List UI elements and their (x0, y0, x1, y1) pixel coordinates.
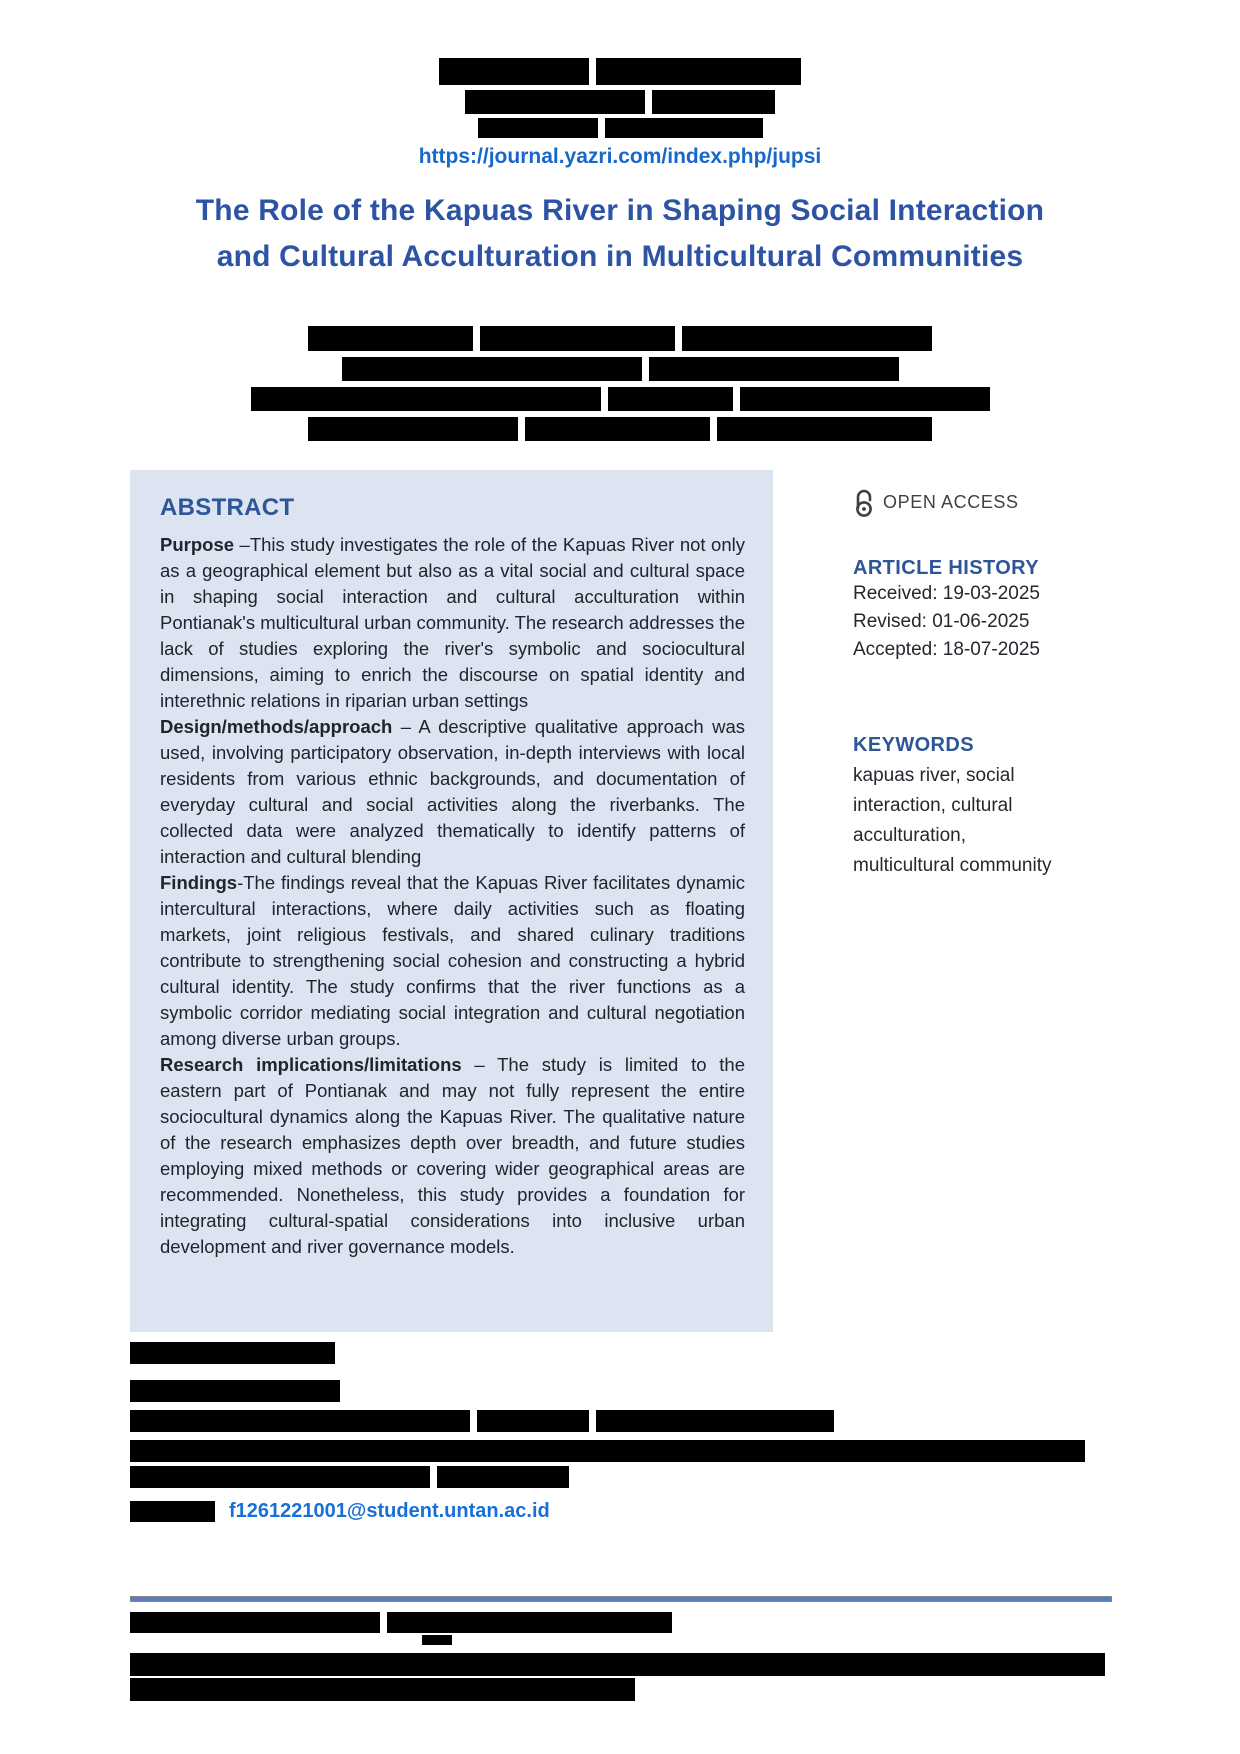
redacted-footnote-line (130, 1612, 1115, 1633)
abstract-heading: ABSTRACT (160, 494, 295, 521)
purpose-text: –This study investigates the role of the Kapuas River not only as a geographical element but also as a vital social and cultural space in shaping social interaction and cultural acculturation within Pontianak's multicultural urban community. The research addresses the lack of studies exploring the river's symbolic and sociocultural dimensions, aiming to enrich the discourse on spatial identity and interethnic relations in riparian urban settings (160, 534, 745, 711)
redacted-journal-subtitle-line (0, 90, 1240, 114)
keywords-heading: KEYWORDS (853, 734, 974, 756)
received-date: Received: 19-03-2025 (853, 583, 1040, 604)
article-meta-sidebar (853, 488, 1113, 881)
article-history-block (853, 557, 1113, 664)
revised-date: Revised: 01-06-2025 (853, 611, 1030, 632)
open-access-row (853, 488, 1113, 517)
accepted-date: Accepted: 18-07-2025 (853, 639, 1040, 660)
redacted-address-line (130, 1466, 1115, 1488)
keywords-block (853, 734, 1071, 881)
findings-text: -The findings reveal that the Kapuas River facilitates dynamic intercultural interactions, where daily activities such as floating markets, joint religious festivals, and shared culinary traditions contribute to strengthening social cohesion and constructing a hybrid cultural identity. The study confirms that the river functions as a symbolic corridor mediating social integration and cultural negotiation among diverse urban groups. (160, 872, 745, 1049)
redacted-citation-line (130, 1653, 1115, 1676)
purpose-label: Purpose (160, 534, 235, 555)
redacted-author-names-line (0, 326, 1240, 351)
redacted-issn-line (0, 118, 1240, 138)
footer-divider-rule (130, 1596, 1112, 1602)
redacted-correspondence-heading (130, 1342, 1115, 1364)
implications-text: – The study is limited to the eastern part of Pontianak and may not fully represent the entire sociocultural dynamics along the Kapuas River. The qualitative nature of the research emphasizes depth over breadth, and future studies employing mixed methods or covering wider geographical areas are recommended. Nonetheless, this study provides a foundation for integrating cultural-spatial considerations into inclusive urban development and river governance models. (160, 1054, 745, 1257)
redacted-department-line (130, 1410, 1115, 1432)
article-title-line1: The Role of the Kapuas River in Shaping Social Interaction (195, 194, 1045, 227)
abstract-paragraph-findings (160, 870, 745, 1052)
journal-header (0, 58, 1240, 169)
redacted-author-names-line (0, 357, 1240, 381)
open-access-icon (853, 488, 875, 517)
design-label: Design/methods/approach (160, 716, 393, 737)
redacted-address-line (130, 1440, 1115, 1462)
redacted-author-name-line (130, 1380, 1115, 1402)
abstract-paragraph-purpose (160, 532, 745, 714)
authors-block (0, 326, 1240, 447)
open-access-label: OPEN ACCESS (883, 492, 1019, 512)
redacted-journal-title-line (0, 58, 1240, 85)
journal-url-link[interactable]: https://journal.yazri.com/index.php/jupsi (418, 145, 822, 168)
redacted-affiliation-line (0, 417, 1240, 441)
design-text: – A descriptive qualitative approach was used, involving participatory observation, in-depth interviews with local residents from various ethnic backgrounds, and documentation of everyday cultural and social activities along the riverbanks. The collected data were analyzed thematically to identify patterns of interaction and cultural blending (160, 716, 745, 867)
email-row (130, 1500, 1115, 1523)
correspondence-block (130, 1342, 1115, 1523)
abstract-paragraph-design (160, 714, 745, 870)
abstract-box (130, 470, 773, 1332)
abstract-paragraph-implications (160, 1052, 745, 1260)
article-title (0, 188, 1240, 280)
article-history-heading: ARTICLE HISTORY (853, 557, 1040, 579)
redacted-footnote-mark (422, 1635, 452, 1645)
implications-label: Research implications/limitations (160, 1054, 462, 1075)
redacted-email-label (130, 1501, 215, 1522)
page-footer (130, 1596, 1115, 1701)
corresponding-author-email-link[interactable]: f1261221001@student.untan.ac.id (229, 1500, 550, 1522)
redacted-affiliation-line (0, 387, 1240, 411)
findings-label: Findings (160, 872, 238, 893)
article-title-line2: and Cultural Acculturation in Multicultural Communities (216, 240, 1024, 273)
redacted-citation-line (130, 1678, 1115, 1701)
keywords-text: kapuas river, social interaction, cultural acculturation, multicultural community (853, 765, 1052, 876)
